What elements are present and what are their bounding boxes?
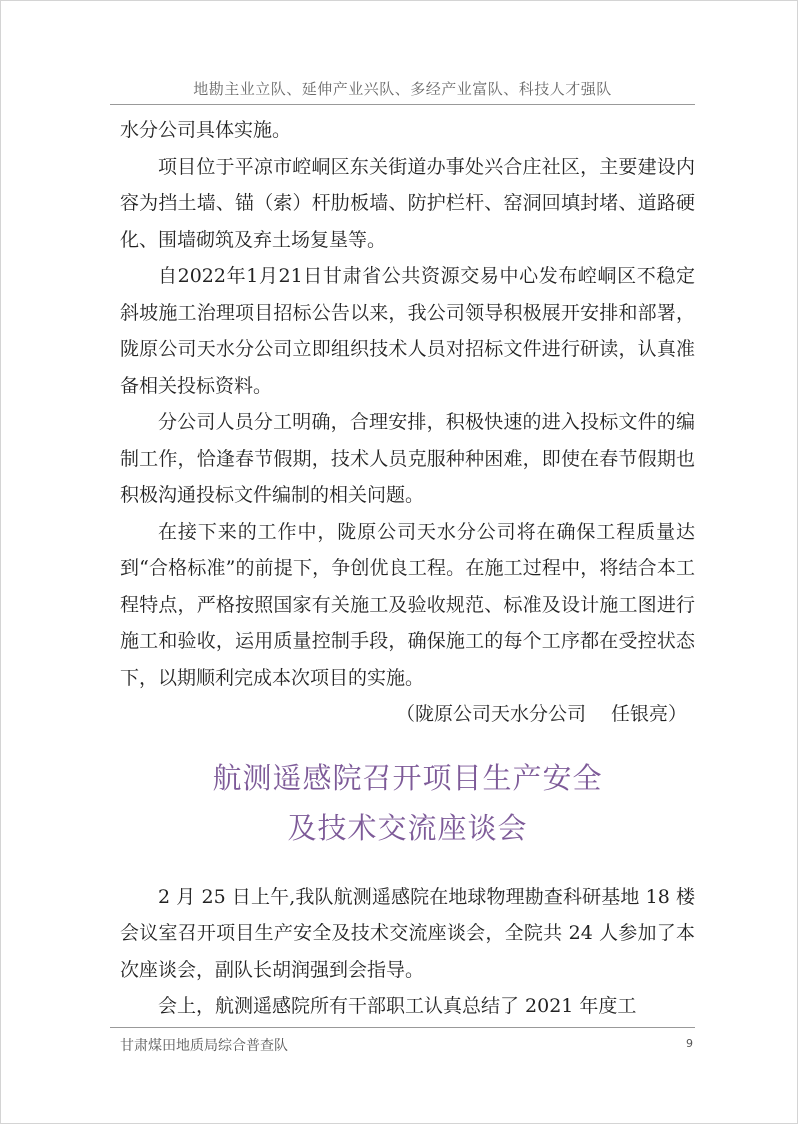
footer-organization: 甘肃煤田地质局综合普查队 xyxy=(120,1038,288,1054)
article2-paragraph-2: 会上，航测遥感院所有干部职工认真总结了 2021 年度工 xyxy=(158,995,637,1017)
article1-paragraph-2: 项目位于平凉市崆峒区东关街道办事处兴合庄社区，主要建设内容为挡土墙、锚（索）杆肋板墙、防护栏杆、窑洞回填封堵、道路硬化、围墙砌筑及弃土场复垦等。 xyxy=(120,155,695,251)
running-header: 地勘主业立队、延伸产业兴队、多经产业富队、科技人才强队 xyxy=(193,80,612,98)
article2-title-line-1: 航测遥感院召开项目生产安全 xyxy=(212,760,603,795)
footer-rule xyxy=(110,1027,695,1028)
article1-paragraph-1: 水分公司具体实施。 xyxy=(120,119,292,141)
header-rule xyxy=(110,104,695,105)
article1-author: （陇原公司天水分公司 任银亮） xyxy=(395,703,687,725)
article1-paragraph-4: 分公司人员分工明确，合理安排，积极快速的进入投标文件的编制工作，恰逢春节假期，技术人员克服种种困难，即使在春节假期也积极沟通投标文件编制的相关问题。 xyxy=(120,411,695,506)
article1-paragraph-3: 自2022年1月21日甘肃省公共资源交易中心发布崆峒区不稳定斜坡施工治理项目招标公告以来，我公司领导积极展开安排和部署，陇原公司天水分公司立即组织技术人员对招标文件进行研读，认真准备相关投标资料。 xyxy=(120,265,695,397)
article2-title xyxy=(120,753,695,853)
article2-paragraph-1: 2 月 25 日上午,我队航测遥感院在地球物理勘查科研基地 18 楼会议室召开项目生产安全及技术交流座谈会，全院共 24 人参加了本次座谈会，副队长胡润强到会指导。 xyxy=(120,885,695,981)
page-number: 9 xyxy=(686,1037,693,1050)
page-body xyxy=(120,112,695,1025)
article2-title-line-2: 及技术交流座谈会 xyxy=(287,810,528,845)
article1-paragraph-5: 在接下来的工作中，陇原公司天水分公司将在确保工程质量达到“合格标准”的前提下，争创优良工程。在施工过程中，将结合本工程特点，严格按照国家有关施工及验收规范、标准及设计施工图进行施工和验收，运用质量控制手段，确保施工的每个工序都在受控状态下，以期顺利完成本次项目的实施。 xyxy=(120,520,695,689)
